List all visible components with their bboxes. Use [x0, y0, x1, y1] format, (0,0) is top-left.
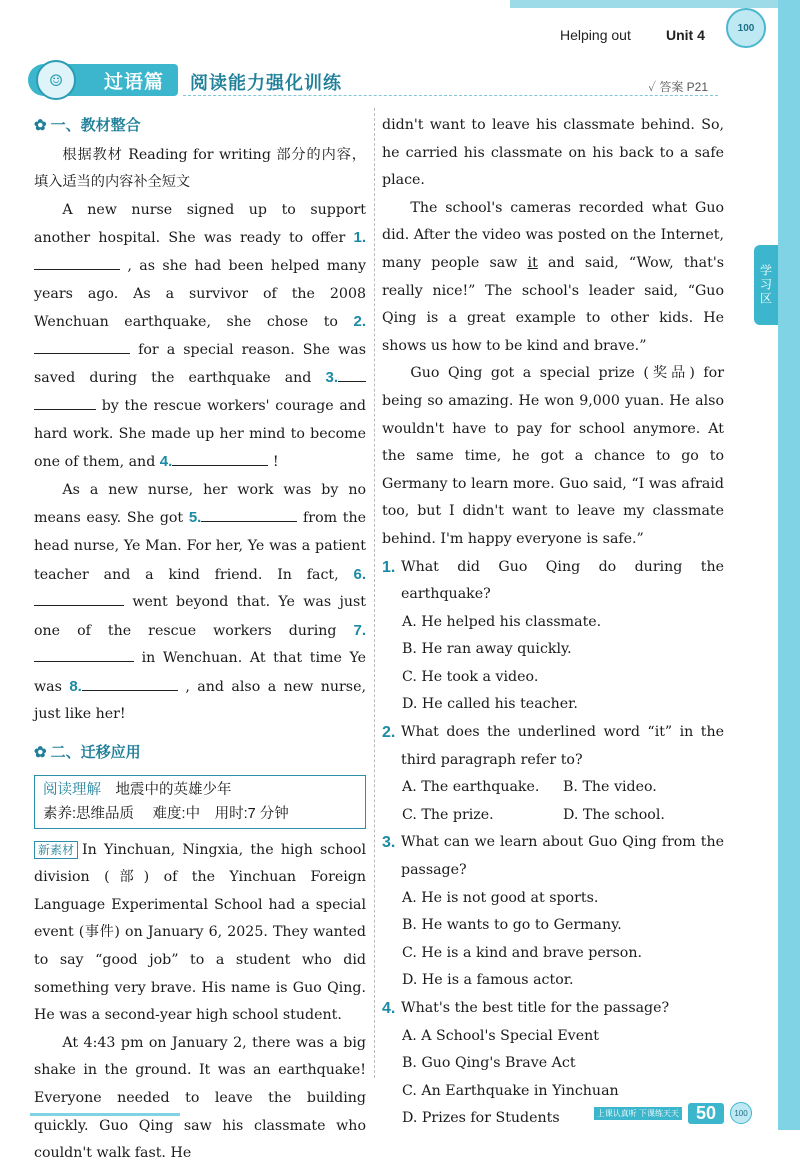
footer	[594, 1102, 752, 1124]
option[interactable]: D. He called his teacher.	[402, 696, 578, 713]
option[interactable]: A. A School's Special Event	[402, 1027, 599, 1044]
section1-para1: A new nurse signed up to support another hospital. She was ready to offer 1. , as she had been helped many years ago. As a survivor of the 2008 Wenchuan earthquake, she chose to 2. for a special reason. She was saved during the earthquake and 3. by the rescue workers' courage and hard work. She made up her mind to become one of them, and 4. !	[34, 201, 366, 471]
info-line-2: 素养:思维品质 难度:中 用时:7 分钟	[43, 805, 289, 822]
footer-line	[30, 1113, 180, 1116]
option[interactable]: D. The school.	[563, 806, 665, 823]
option[interactable]: B. Guo Qing's Brave Act	[402, 1055, 576, 1072]
blank-1[interactable]	[34, 256, 120, 270]
blank-8[interactable]	[82, 677, 178, 691]
option[interactable]: C. He took a video.	[402, 668, 539, 685]
column-divider	[374, 108, 375, 1078]
info-line-1: 阅读理解 地震中的英雄少年	[43, 781, 232, 798]
section1-heading: ✿ 一、教材整合	[34, 112, 366, 140]
flower-icon: ✿	[34, 117, 47, 134]
blank-7[interactable]	[34, 648, 134, 662]
question-4: 4. What's the best title for the passage? A. A School's Special Event B. Guo Qing's Brave Act C. An Earthquake in Yinchuan D. Prizes for Students	[382, 995, 724, 1133]
passage-para4: Guo Qing got a special prize (奖品) for being so amazing. He won 9,000 yuan. He also wouldn't have to pay for school anymore. At the same time, he got a chance to go to Germany to learn more. Guo said, “I was afraid too, but I didn't want to leave my classmate behind. I'm happy everyone is safe.”	[382, 365, 724, 547]
question-1: 1. What did Guo Qing do during the earthquake? A. He helped his classmate. B. He ran away quickly. C. He took a video. D. He called his teacher.	[382, 554, 724, 720]
running-header	[560, 27, 705, 43]
option[interactable]: D. He is a famous actor.	[402, 972, 574, 989]
option[interactable]: B. He wants to go to Germany.	[402, 917, 622, 934]
check-icon: ✓	[648, 80, 660, 94]
section1-para2: As a new nurse, her work was by no means easy. She got 5. from the head nurse, Ye Man. For her, Ye was a patient teacher and a kind friend. In fact, 6. went beyond that. Ye was just one of the rescue workers during 7. in Wenchuan. At that time Ye was 8. , and also a new nurse, just like her!	[34, 481, 366, 723]
blank-3b[interactable]	[34, 396, 96, 410]
reading-info-box	[34, 775, 366, 829]
footer-slogan: 上课认真听 下课练天天	[594, 1107, 682, 1120]
title-bar	[28, 64, 718, 96]
answer-reference: ✓ 答案 P21	[648, 80, 708, 94]
underlined-it: it	[527, 254, 538, 271]
option[interactable]: C. He is a kind and brave person.	[402, 944, 642, 961]
section1-intro: 根据教材 Reading for writing 部分的内容，填入适当的内容补全短文	[34, 146, 366, 191]
new-material-tag: 新素材	[34, 841, 78, 859]
flower-icon: ✿	[34, 744, 47, 762]
blank-4[interactable]	[172, 452, 268, 466]
title-underline	[183, 95, 718, 96]
blank-2[interactable]	[34, 340, 130, 354]
question-3: 3. What can we learn about Guo Qing from the passage? A. He is not good at sports. B. He wants to go to Germany. C. He is a kind and brave person. D. He is a famous actor.	[382, 829, 724, 995]
passage-para1: 新素材 In Yinchuan, Ningxia, the high school division (部) of the Yinchuan Foreign Language Experimental School had a special event (事件) on January 6, 2025. They wanted to say “good job” to a student who did something very brave. His name is Guo Qing. He was a second-year high school student.	[34, 841, 366, 1024]
blank-3[interactable]	[338, 368, 366, 382]
side-tab: 学习区	[754, 245, 778, 325]
option[interactable]: A. He helped his classmate.	[402, 613, 602, 630]
header-topic: Helping out	[560, 27, 631, 43]
option[interactable]: D. Prizes for Students	[402, 1110, 560, 1127]
section2-heading: ✿ 二、迁移应用	[34, 739, 366, 767]
option[interactable]: A. The earthquake.	[402, 779, 540, 796]
section-badge: 过语篇	[28, 64, 178, 96]
passage-cont: didn't want to leave his classmate behind. So, he carried his classmate on his back to a safe place.	[382, 117, 724, 189]
blank-6[interactable]	[34, 592, 124, 606]
footer-logo-icon: 100	[730, 1102, 752, 1124]
section-subtitle: 阅读能力强化训练	[190, 73, 342, 93]
option[interactable]: C. An Earthquake in Yinchuan	[402, 1082, 619, 1099]
blank-5[interactable]	[201, 508, 297, 522]
option[interactable]: C. The prize.	[402, 806, 494, 823]
option[interactable]: B. He ran away quickly.	[402, 641, 572, 658]
option[interactable]: A. He is not good at sports.	[402, 889, 599, 906]
right-edge-bar	[778, 0, 800, 1130]
passage-para3: The school's cameras recorded what Guo did. After the video was posted on the Internet, many people saw it and said, “Wow, that's really nice!” The school's leader said, “Guo Qing is a great example to other kids. He shows us how to be kind and brave.”	[382, 199, 725, 354]
left-column	[34, 112, 366, 1168]
option[interactable]: B. The video.	[563, 779, 657, 796]
header-unit: Unit 4	[666, 27, 705, 43]
question-2: 2. What does the underlined word “it” in the third paragraph refer to? A. The earthquake. B. The video. C. The prize. D. The school.	[382, 719, 724, 829]
right-column	[382, 112, 724, 1133]
logo-icon: 100	[726, 8, 766, 48]
page-number: 50	[688, 1103, 724, 1124]
passage-para2: At 4:43 pm on January 2, there was a big shake in the ground. It was an earthquake! Everyone needed to leave the building quickly. Guo Qing saw his classmate who couldn't walk fast. He	[34, 1034, 366, 1162]
mascot-icon: ☺	[36, 60, 76, 100]
top-stripe	[510, 0, 800, 8]
